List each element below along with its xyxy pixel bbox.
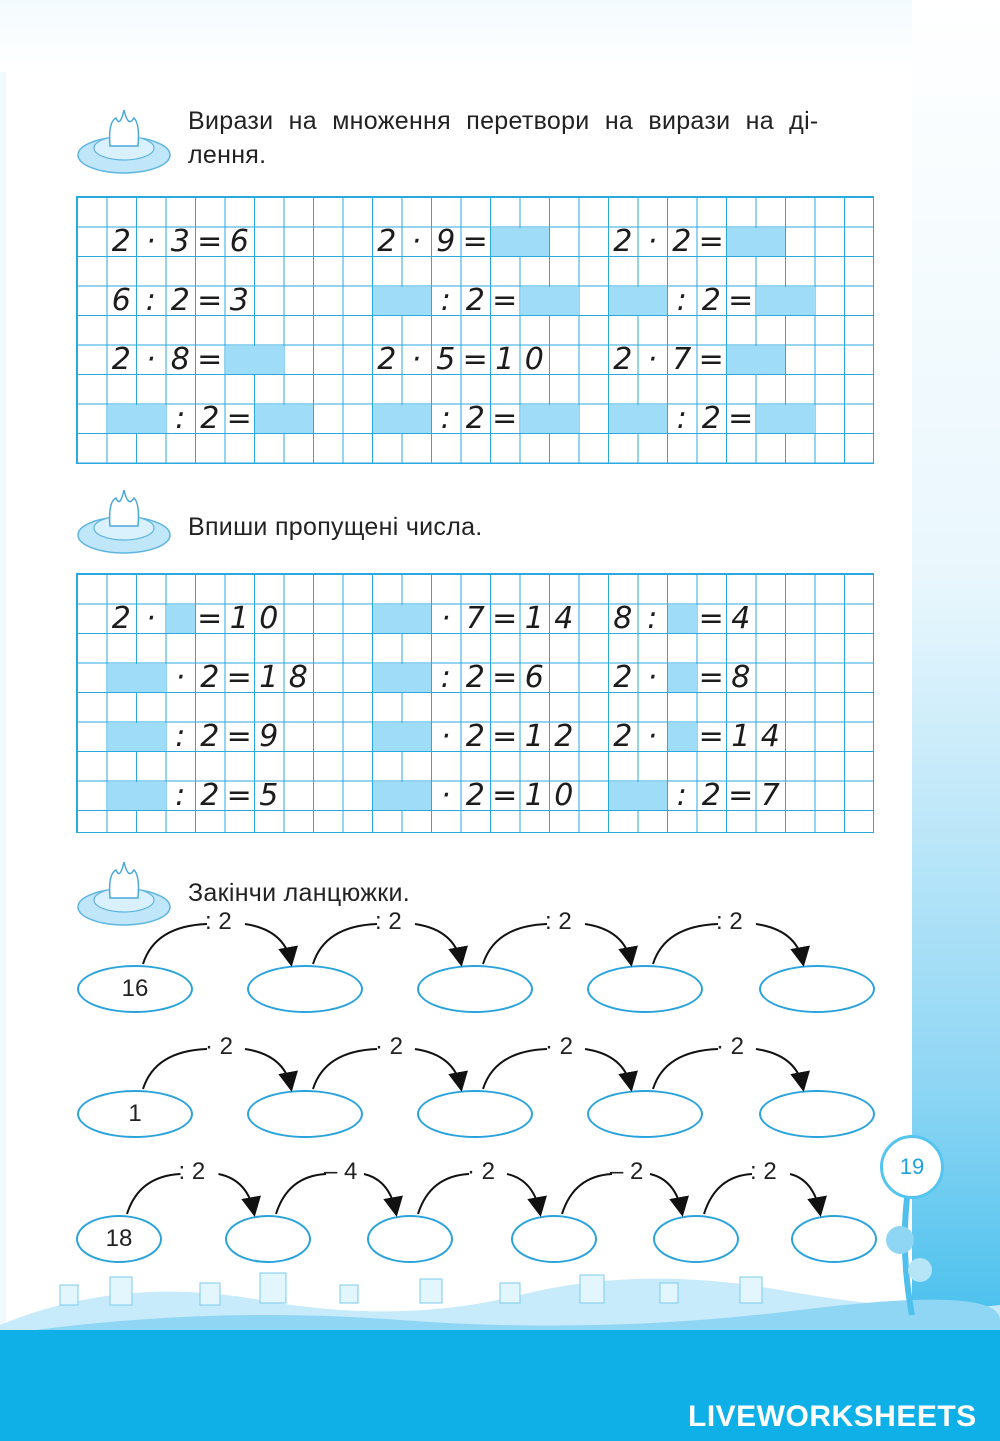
grid-char: 0 <box>554 777 574 813</box>
answer-box[interactable] <box>609 287 667 316</box>
grid-char: : <box>676 400 687 436</box>
grid-char: = <box>728 282 754 318</box>
grid-char: = <box>226 777 252 813</box>
flower-stem-decoration <box>860 1100 950 1320</box>
chain-answer-oval[interactable] <box>759 1090 875 1138</box>
chain-operation: · 2 <box>375 1033 404 1060</box>
grid-char: · <box>145 600 156 636</box>
chain-operation: – 2 <box>610 1158 644 1185</box>
grid-char: : <box>676 777 687 813</box>
grid-char: 5 <box>436 341 456 377</box>
chain-operation: : 2 <box>375 908 402 935</box>
grid-char: = <box>492 718 518 754</box>
task1-line2: лення. <box>188 141 267 169</box>
grid-char: 0 <box>524 341 544 377</box>
answer-box[interactable] <box>757 287 815 316</box>
page-number: 19 <box>880 1135 944 1199</box>
chain-operation: · 2 <box>205 1033 234 1060</box>
grid-char: 2 <box>377 223 397 259</box>
grid-char: 0 <box>259 600 279 636</box>
task3-instruction: Закінчи ланцюжки. <box>188 879 410 907</box>
grid-char: 2 <box>465 777 485 813</box>
grid-char: 1 <box>524 718 544 754</box>
grid-char: : <box>175 400 186 436</box>
left-margin <box>0 72 6 1332</box>
brand-logo: LIVEWORKSHEETS <box>688 1400 977 1433</box>
answer-box[interactable] <box>373 782 431 811</box>
grid-char: 3 <box>170 223 190 259</box>
chain-start-oval: 1 <box>77 1090 193 1138</box>
grid-char: · <box>647 718 658 754</box>
grid-char: = <box>698 600 724 636</box>
answer-box[interactable] <box>108 664 166 693</box>
grid-char: 9 <box>259 718 279 754</box>
grid-char: = <box>728 400 754 436</box>
grid-char: = <box>698 718 724 754</box>
answer-box[interactable] <box>373 287 431 316</box>
grid-char: · <box>647 659 658 695</box>
grid-char: 7 <box>465 600 485 636</box>
grid-char: = <box>197 600 223 636</box>
chain-answer-oval[interactable] <box>759 965 875 1013</box>
answer-box[interactable] <box>491 228 549 257</box>
grid-char: : <box>440 282 451 318</box>
chain-operation: : 2 <box>178 1158 206 1185</box>
chain-operation: · 2 <box>716 1033 745 1060</box>
answer-box[interactable] <box>609 405 667 434</box>
grid-char: = <box>462 341 488 377</box>
chain-operation: : 2 <box>545 908 572 935</box>
grid-char: = <box>698 341 724 377</box>
grid-char: 2 <box>200 718 220 754</box>
grid-char: 1 <box>731 718 751 754</box>
grid-char: 2 <box>111 600 131 636</box>
chain-start-oval: 18 <box>76 1215 162 1263</box>
grid-char: : <box>175 777 186 813</box>
grid-char: · <box>440 718 451 754</box>
answer-box[interactable] <box>373 723 431 752</box>
grid-char: 2 <box>465 282 485 318</box>
task1-instruction <box>188 104 819 172</box>
grid-char: 2 <box>701 400 721 436</box>
chain-operation: : 2 <box>205 908 232 935</box>
answer-box[interactable] <box>727 228 785 257</box>
answer-box[interactable] <box>373 605 431 634</box>
grid-char: 2 <box>111 223 131 259</box>
grid-char: 6 <box>111 282 131 318</box>
grid-char: = <box>492 282 518 318</box>
top-margin <box>0 0 1000 72</box>
answer-box[interactable] <box>609 782 667 811</box>
grid-char: 4 <box>554 600 574 636</box>
grid-char: 2 <box>200 659 220 695</box>
grid-char: 9 <box>436 223 456 259</box>
grid-char: 8 <box>731 659 751 695</box>
grid-char: 5 <box>259 777 279 813</box>
grid-char: 2 <box>701 282 721 318</box>
grid-char: 8 <box>288 659 308 695</box>
grid-char: = <box>197 223 223 259</box>
grid-char: 1 <box>524 600 544 636</box>
grid-char: 1 <box>259 659 279 695</box>
grid-char: : <box>440 659 451 695</box>
grid-char: = <box>492 777 518 813</box>
chain-start-oval: 16 <box>77 965 193 1013</box>
grid-char: = <box>728 777 754 813</box>
answer-box[interactable] <box>255 405 313 434</box>
grid-char: 4 <box>731 600 751 636</box>
grid-char: 2 <box>613 341 633 377</box>
grid-char: : <box>647 600 658 636</box>
chain-operation: : 2 <box>750 1158 777 1185</box>
grid-char: 6 <box>229 223 249 259</box>
chain-answer-oval[interactable] <box>587 965 703 1013</box>
grid-char: · <box>647 223 658 259</box>
chain-operation: · 2 <box>467 1158 496 1185</box>
grid-char: = <box>698 659 724 695</box>
answer-box[interactable] <box>108 405 166 434</box>
flower-icon <box>72 480 176 560</box>
answer-box[interactable] <box>373 664 431 693</box>
grid-char: · <box>440 777 451 813</box>
grid-char: 3 <box>229 282 249 318</box>
answer-box[interactable] <box>167 605 196 634</box>
grid-char: 2 <box>613 223 633 259</box>
answer-box[interactable] <box>727 346 785 375</box>
grid-char: 2 <box>465 718 485 754</box>
answer-box[interactable] <box>108 782 166 811</box>
flower-icon <box>72 852 176 932</box>
grid-char: · <box>411 223 422 259</box>
grid-char: = <box>492 659 518 695</box>
answer-box[interactable] <box>668 723 697 752</box>
grid-char: 2 <box>465 659 485 695</box>
grid-char: · <box>175 659 186 695</box>
answer-box[interactable] <box>521 405 579 434</box>
grid-char: · <box>145 223 156 259</box>
grid-char: 8 <box>170 341 190 377</box>
grid-char: 2 <box>200 400 220 436</box>
grid-char: = <box>492 600 518 636</box>
grid-char: 2 <box>377 341 397 377</box>
chain-answer-oval[interactable] <box>247 965 363 1013</box>
grid-char: 2 <box>672 223 692 259</box>
grid-char: = <box>492 400 518 436</box>
grid-char: · <box>411 341 422 377</box>
grid-char: = <box>226 400 252 436</box>
grid-char: 2 <box>111 341 131 377</box>
answer-box[interactable] <box>226 346 284 375</box>
grid-char: 1 <box>229 600 249 636</box>
grid-char: 2 <box>200 777 220 813</box>
grid-char: 1 <box>524 777 544 813</box>
answer-box[interactable] <box>373 405 431 434</box>
flower-icon <box>72 100 176 180</box>
grid-char: = <box>197 282 223 318</box>
task1-line1: Вирази на множення перетвори на вирази на ді- <box>188 107 819 135</box>
grid-char: 7 <box>760 777 780 813</box>
answer-box[interactable] <box>108 723 166 752</box>
grid-char: 7 <box>672 341 692 377</box>
grid-char: 2 <box>701 777 721 813</box>
grid-char: 2 <box>465 400 485 436</box>
grid-char: 6 <box>524 659 544 695</box>
chain-answer-oval[interactable] <box>417 965 533 1013</box>
chain-answer-oval[interactable] <box>587 1090 703 1138</box>
grid-char: · <box>440 600 451 636</box>
grid-char: = <box>226 718 252 754</box>
answer-box[interactable] <box>668 664 697 693</box>
grid-char: 2 <box>613 659 633 695</box>
grid-char: : <box>175 718 186 754</box>
answer-box[interactable] <box>668 605 697 634</box>
chain-operation: · 2 <box>545 1033 574 1060</box>
grid-char: = <box>462 223 488 259</box>
grid-char: · <box>647 341 658 377</box>
answer-box[interactable] <box>757 405 815 434</box>
grid-char: 8 <box>613 600 633 636</box>
grid-char: 1 <box>495 341 515 377</box>
task2-instruction: Впиши пропущені числа. <box>188 513 483 541</box>
grid-char: = <box>698 223 724 259</box>
grid-char: : <box>145 282 156 318</box>
grid-char: · <box>145 341 156 377</box>
grid-char: = <box>226 659 252 695</box>
grid-char: 2 <box>554 718 574 754</box>
chain-answer-oval[interactable] <box>417 1090 533 1138</box>
grid-task2 <box>76 573 874 833</box>
grid-char: 2 <box>613 718 633 754</box>
grid-task1 <box>76 196 874 464</box>
chain-operation: – 4 <box>324 1158 358 1185</box>
grid-char: : <box>676 282 687 318</box>
grid-char: 4 <box>760 718 780 754</box>
chain-operation: : 2 <box>716 908 743 935</box>
chain-answer-oval[interactable] <box>247 1090 363 1138</box>
grid-char: : <box>440 400 451 436</box>
grid-char: = <box>197 341 223 377</box>
answer-box[interactable] <box>521 287 579 316</box>
grid-char: 2 <box>170 282 190 318</box>
